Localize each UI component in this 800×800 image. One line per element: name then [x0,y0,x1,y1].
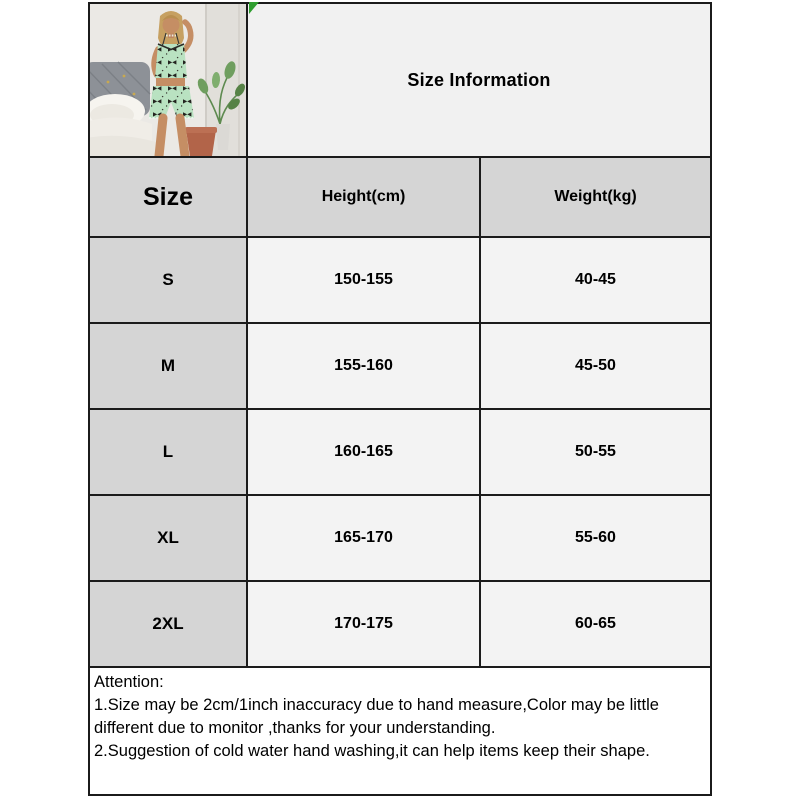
height-value: 150-155 [247,237,480,323]
attention-label: Attention: [94,673,164,691]
midriff [156,78,185,87]
product-photo [88,2,248,158]
terracotta-pot [186,130,216,156]
attention-note [88,666,712,796]
table-row [89,237,711,323]
right-leg [180,118,185,156]
column-header-size: Size [89,157,247,237]
height-value: 170-175 [247,581,480,667]
weight-value: 60-65 [480,581,711,667]
size-label: L [89,409,247,495]
height-value: 165-170 [247,495,480,581]
table-row [89,581,711,667]
size-label: S [89,237,247,323]
bed-duvet [90,117,156,156]
weight-value: 40-45 [480,237,711,323]
left-leg [159,118,163,156]
column-header-weight: Weight(kg) [480,157,711,237]
height-value: 160-165 [247,409,480,495]
table-row [89,323,711,409]
table-row [89,495,711,581]
height-value: 155-160 [247,323,480,409]
table-row [89,409,711,495]
weight-value: 55-60 [480,495,711,581]
table-header-row [89,157,711,237]
size-table [88,156,712,668]
green-corner-mark [249,2,259,14]
size-label: M [89,323,247,409]
attention-note-2: 2.Suggestion of cold water hand washing,it can help items keep their shape. [94,742,650,760]
size-label: 2XL [89,581,247,667]
weight-value: 50-55 [480,409,711,495]
page-title: Size Information [407,69,551,90]
column-header-height: Height(cm) [247,157,480,237]
glass-vase [216,124,230,150]
weight-value: 45-50 [480,323,711,409]
pajama-photo-illustration [90,4,246,156]
size-label: XL [89,495,247,581]
size-information-header [246,2,712,158]
attention-note-1: 1.Size may be 2cm/1inch inaccuracy due to hand measure,Color may be little different due to monitor ,thanks for your understanding. [94,696,659,737]
